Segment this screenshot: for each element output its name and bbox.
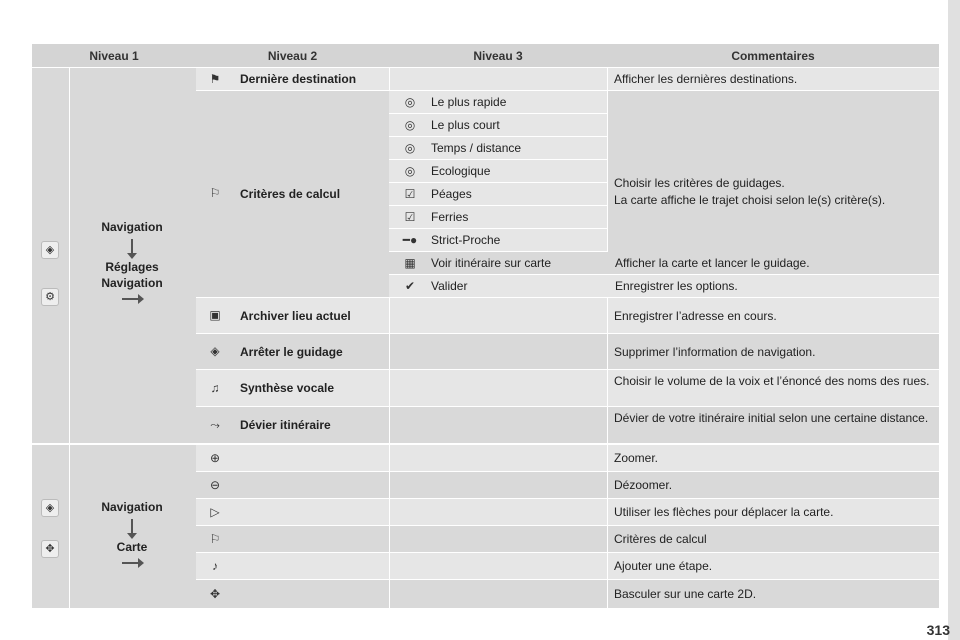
option-label: Le plus rapide [431,95,507,109]
row-comment: Zoomer. [614,451,659,465]
divider [389,68,390,90]
option-label: Valider [431,279,468,293]
checkbox-icon: ☑ [404,210,416,224]
radio-icon: ◎ [404,95,416,109]
header-niveau-1: Niveau 1 [89,49,139,63]
criteria-comment-line1: Choisir les critères de guidages. [614,176,785,190]
table-header [32,44,939,67]
option-label: Le plus court [431,118,500,132]
navigation-icon: ◈ [41,499,59,517]
page-edge-strip [948,0,960,640]
move-icon: ▷ [210,505,220,519]
option-label: Ferries [431,210,469,224]
row-comment: Choisir le volume de la voix et l’énoncé des noms des rues. [614,374,930,388]
group2-level1-labels [70,445,196,608]
navigation-icon: ◈ [41,241,59,259]
settings-icon: ⚙ [41,288,59,306]
header-commentaires: Commentaires [731,49,815,63]
option-row[interactable] [389,183,607,206]
radio-icon: ◎ [404,164,416,178]
nav-stop-icon: ◈ [210,344,220,358]
row-comment: Critères de calcul [614,532,707,546]
row-label: Arrêter le guidage [240,345,343,359]
criteria-label: Critères de calcul [240,187,341,201]
group1-sub2: Navigation [101,276,163,290]
row-label: Archiver lieu actuel [240,309,351,323]
map-2d-icon: ✥ [209,587,221,601]
group2-title: Navigation [101,500,163,514]
table-row [196,334,939,370]
row-comment: Utiliser les flèches pour déplacer la carte. [614,505,834,519]
option-label: Strict-Proche [431,233,501,247]
header-niveau-2: Niveau 2 [267,49,318,63]
slider-icon: ━● [402,233,418,247]
divider [389,445,390,608]
option-row[interactable] [389,160,607,183]
group2-sub: Carte [116,540,148,554]
flag-icon: ⚑ [209,72,221,86]
group2-level1-icons [32,445,69,608]
group1-level1-labels [70,68,196,443]
option-label: Temps / distance [431,141,522,155]
table-row [196,298,939,334]
radio-icon: ◎ [404,141,416,155]
option-row[interactable] [389,229,607,252]
table-row [196,472,939,499]
map-icon: ✥ [41,540,59,558]
group1-sub: Réglages [105,260,159,274]
group1-level1-icons [32,68,69,443]
option-comment: Afficher la carte et lancer le guidage. [615,256,810,270]
page-number: 313 [926,622,950,638]
row-comment: Enregistrer l’adresse en cours. [614,309,777,323]
row-label: Dévier itinéraire [240,418,331,432]
table-row [196,370,939,407]
down-arrow-icon [131,519,133,535]
criteria-comment-line2: La carte affiche le trajet choisi selon le(s) critère(s). [614,193,886,207]
divider [389,298,390,443]
row-label: Synthèse vocale [240,381,335,395]
voice-icon: ♫ [210,381,220,395]
row-comment: Ajouter une étape. [614,559,713,573]
menu-table [32,44,939,608]
zoom-out-icon: ⊖ [209,478,221,492]
zoom-in-icon: ⊕ [209,451,221,465]
option-row[interactable] [389,275,939,298]
table-row [196,68,939,91]
row-comment: Supprimer l’information de navigation. [614,345,816,359]
row-comment: Basculer sur une carte 2D. [614,587,757,601]
option-label: Voir itinéraire sur carte [431,256,552,270]
row-comment: Dézoomer. [614,478,673,492]
map-route-icon: ▦ [404,256,416,270]
right-arrow-icon [122,298,140,300]
option-row[interactable] [389,252,939,275]
add-step-icon: ♪ [212,559,218,573]
group1-title: Navigation [101,220,163,234]
table-row [196,407,939,444]
checkbox-icon: ☑ [404,187,416,201]
table-row [196,553,939,580]
row-comment: Afficher les dernières destinations. [614,72,798,86]
divider [607,68,608,90]
save-icon: ▣ [209,308,221,322]
option-row[interactable] [389,137,607,160]
criteria-icon: ⚐ [209,186,221,200]
option-label: Péages [431,187,472,201]
row-comment: Dévier de votre itinéraire initial selon une certaine distance. [614,411,929,425]
table-row [196,499,939,526]
divider [607,445,608,608]
divider [607,298,608,443]
option-row[interactable] [389,206,607,229]
option-row[interactable] [389,114,607,137]
table-row [196,526,939,553]
down-arrow-icon [131,239,133,255]
radio-icon: ◎ [404,118,416,132]
option-label: Ecologique [431,164,491,178]
table-row [196,445,939,472]
detour-icon: ⤳ [210,418,220,432]
table-row [196,580,939,609]
right-arrow-icon [122,562,140,564]
option-comment: Enregistrer les options. [615,279,738,293]
header-niveau-3: Niveau 3 [473,49,523,63]
option-row[interactable] [389,91,607,114]
criteria-icon: ⚐ [209,532,221,546]
row-label: Dernière destination [240,72,357,86]
check-icon: ✔ [404,279,416,293]
